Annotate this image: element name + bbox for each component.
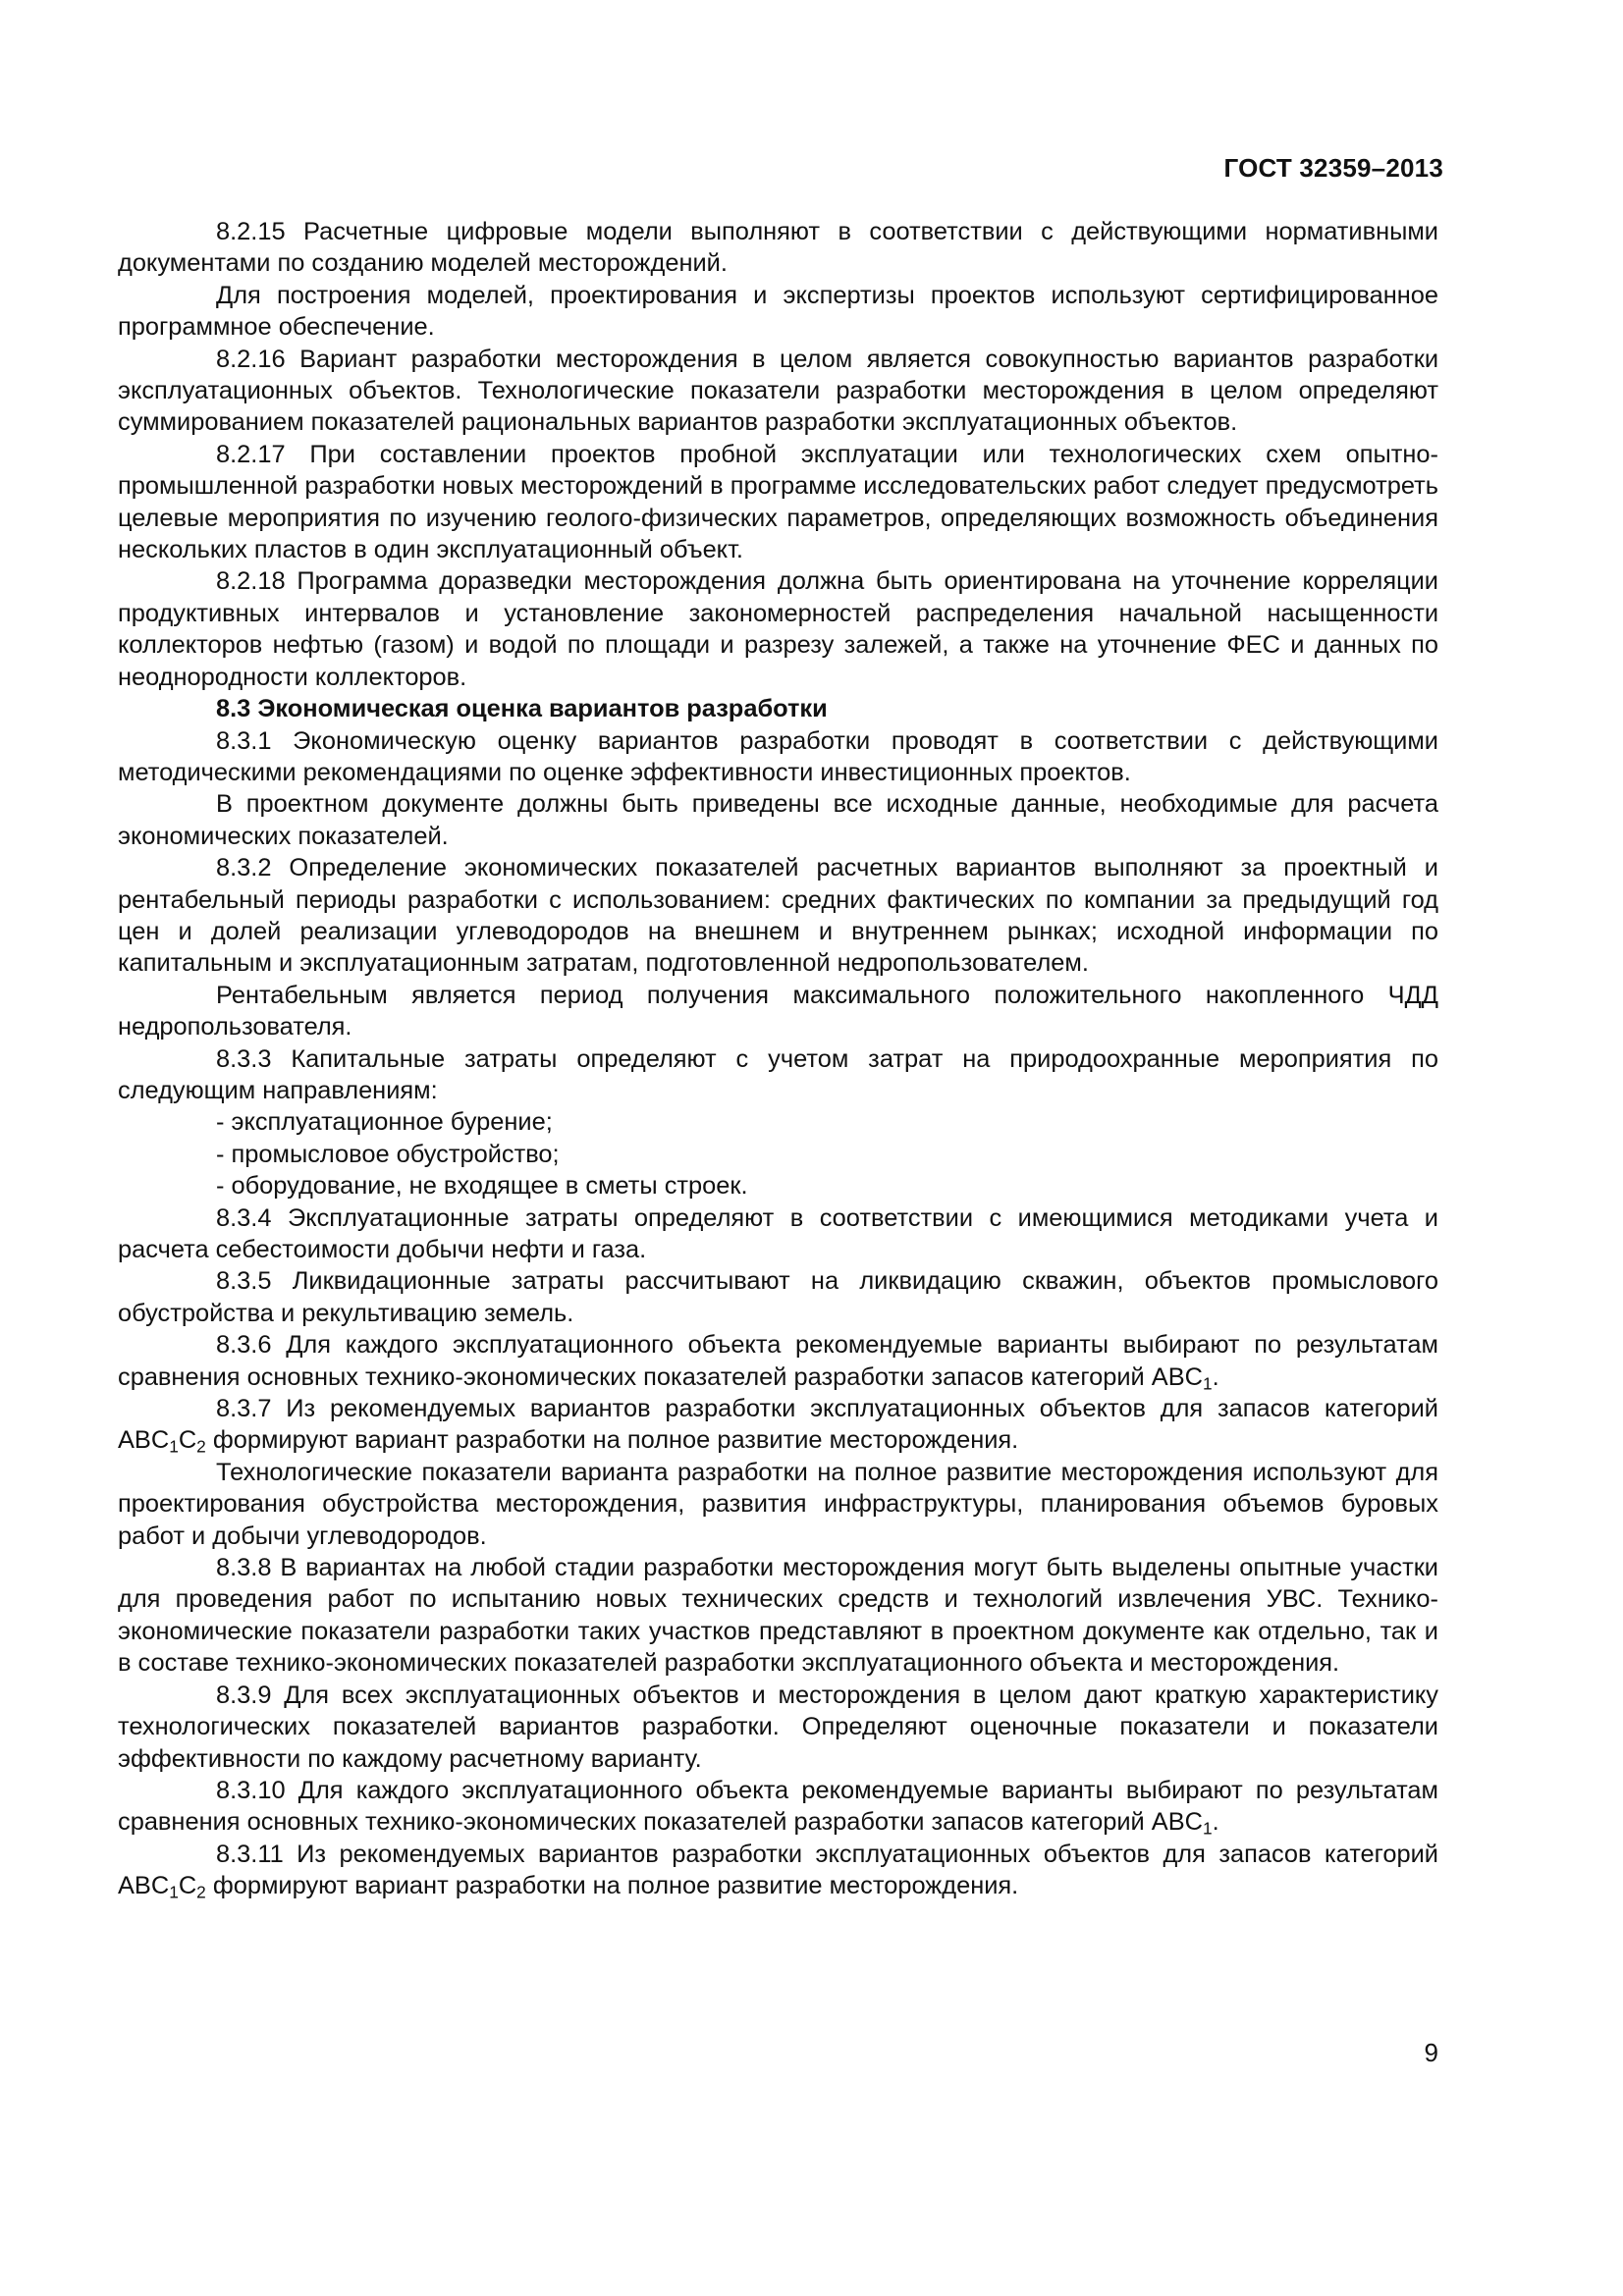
paragraph-8-3-9: 8.3.9 Для всех эксплуатационных объектов и месторождения в целом дают краткую характеристику технологических показателей вариантов разработки. Определяют оценочные показатели и показатели эффективности по каждому расчетному варианту.	[118, 1681, 1438, 1773]
paragraph-software: Для построения моделей, проектирования и экспертизы проектов используют сертифицированное программное обеспечение.	[118, 281, 1438, 342]
paragraph-text: формируют вариант разработки на полное развитие месторождения.	[205, 1426, 1019, 1455]
paragraph-8-3-11	[118, 1839, 1438, 1902]
paragraph-8-3-6	[118, 1329, 1438, 1393]
page-number: 9	[1424, 2038, 1438, 2067]
subscript: 2	[196, 1882, 206, 1902]
paragraph-8-3-2: 8.3.2 Определение экономических показателей расчетных вариантов выполняют за проектный и рентабельный периоды разработки с использованием: средних фактических по компании за предыдущий год цен и долей реализации углеводородов на внешнем и внутреннем рынках; исходной информации по капитальным и эксплуатационным затратам, подготовленной недропользователем.	[118, 854, 1438, 978]
paragraph-8-3-8: 8.3.8 В вариантах на любой стадии разработки месторождения могут быть выделены опытные участки для проведения работ по испытанию новых технических средств и технологий извлечения УВС. Технико-экономические показатели разработки таких участков представляют в проектном документе как отдельно, так и в составе технико-экономических показателей разработки эксплуатационного объекта и месторождения.	[118, 1554, 1438, 1678]
paragraph-text: 8.3.7 Из рекомендуемых вариантов разработки эксплуатационных объектов для запасов категорий ABC	[118, 1395, 1438, 1455]
subscript: 1	[1203, 1372, 1213, 1393]
paragraph-text: 8.3.10 Для каждого эксплуатационного объекта рекомендуемые варианты выбирают по результатам сравнения основных технико-экономических показателей разработки запасов категорий ABC	[118, 1776, 1438, 1837]
list-item: - промысловое обустройство;	[216, 1140, 560, 1168]
subscript: 1	[169, 1882, 179, 1902]
subscript: 1	[169, 1436, 179, 1457]
category-letter: C	[178, 1426, 197, 1455]
section-heading-8-3: 8.3 Экономическая оценка вариантов разработки	[216, 695, 828, 723]
paragraph-text: 8.3.11 Из рекомендуемых вариантов разработки эксплуатационных объектов для запасов категорий ABC	[118, 1840, 1438, 1900]
paragraph-8-2-16: 8.2.16 Вариант разработки месторождения в целом является совокупностью вариантов разработки эксплуатационных объектов. Технологические показатели разработки месторождения в целом определяют суммированием показателей рациональных вариантов разработки эксплуатационных объектов.	[118, 345, 1438, 437]
subscript: 2	[196, 1436, 206, 1457]
document-body	[118, 216, 1438, 1902]
paragraph-8-2-15: 8.2.15 Расчетные цифровые модели выполняют в соответствии с действующими нормативными документами по созданию моделей месторождений.	[118, 218, 1438, 278]
list-item: - эксплуатационное бурение;	[216, 1108, 553, 1137]
paragraph-8-3-5: 8.3.5 Ликвидационные затраты рассчитывают на ликвидацию скважин, объектов промыслового обустройства и рекультивацию земель.	[118, 1267, 1438, 1327]
paragraph-8-2-17: 8.2.17 При составлении проектов пробной эксплуатации или технологических схем опытно-промышленной разработки новых месторождений в программе исследовательских работ следует предусмотреть целевые мероприятия по изучению геолого-физических параметров, определяющих возможность объединения нескольких пластов в один эксплуатационный объект.	[118, 440, 1438, 564]
category-letter: C	[178, 1872, 197, 1900]
paragraph-8-2-18: 8.2.18 Программа доразведки месторождения должна быть ориентирована на уточнение корреляции продуктивных интервалов и установление закономерностей распределения начальной насыщенности коллекторов нефтью (газом) и водой по площади и разрезу залежей, а также на уточнение ФЕС и данных по неоднородности коллекторов.	[118, 567, 1438, 691]
period: .	[1212, 1362, 1219, 1391]
paragraph-profitable-period: Рентабельным является период получения максимального положительного накопленного ЧДД недропользователя.	[118, 981, 1438, 1041]
paragraph-8-3-4: 8.3.4 Эксплуатационные затраты определяют в соответствии с имеющимися методиками учета и расчета себестоимости добычи нефти и газа.	[118, 1203, 1438, 1263]
document-header: ГОСТ 32359–2013	[1223, 153, 1443, 183]
paragraph-text: 8.3.6 Для каждого эксплуатационного объекта рекомендуемые варианты выбирают по результатам сравнения основных технико-экономических показателей разработки запасов категорий ABC	[118, 1331, 1438, 1391]
paragraph-source-data: В проектном документе должны быть приведены все исходные данные, необходимые для расчета экономических показателей.	[118, 790, 1438, 850]
paragraph-8-3-10	[118, 1775, 1438, 1839]
list-item: - оборудование, не входящее в сметы строек.	[216, 1172, 748, 1201]
paragraph-8-3-1: 8.3.1 Экономическую оценку вариантов разработки проводят в соответствии с действующими методическими рекомендациями по оценке эффективности инвестиционных проектов.	[118, 726, 1438, 786]
period: .	[1212, 1808, 1219, 1837]
paragraph-8-3-3: 8.3.3 Капитальные затраты определяют с учетом затрат на природоохранные мероприятия по следующим направлениям:	[118, 1044, 1438, 1104]
subscript: 1	[1203, 1818, 1213, 1839]
paragraph-8-3-7	[118, 1393, 1438, 1457]
paragraph-technological-indicators: Технологические показатели варианта разработки на полное развитие месторождения используют для проектирования обустройства месторождения, развития инфраструктуры, планирования объемов буровых работ и добычи углеводородов.	[118, 1458, 1438, 1550]
paragraph-text: формируют вариант разработки на полное развитие месторождения.	[205, 1872, 1019, 1900]
